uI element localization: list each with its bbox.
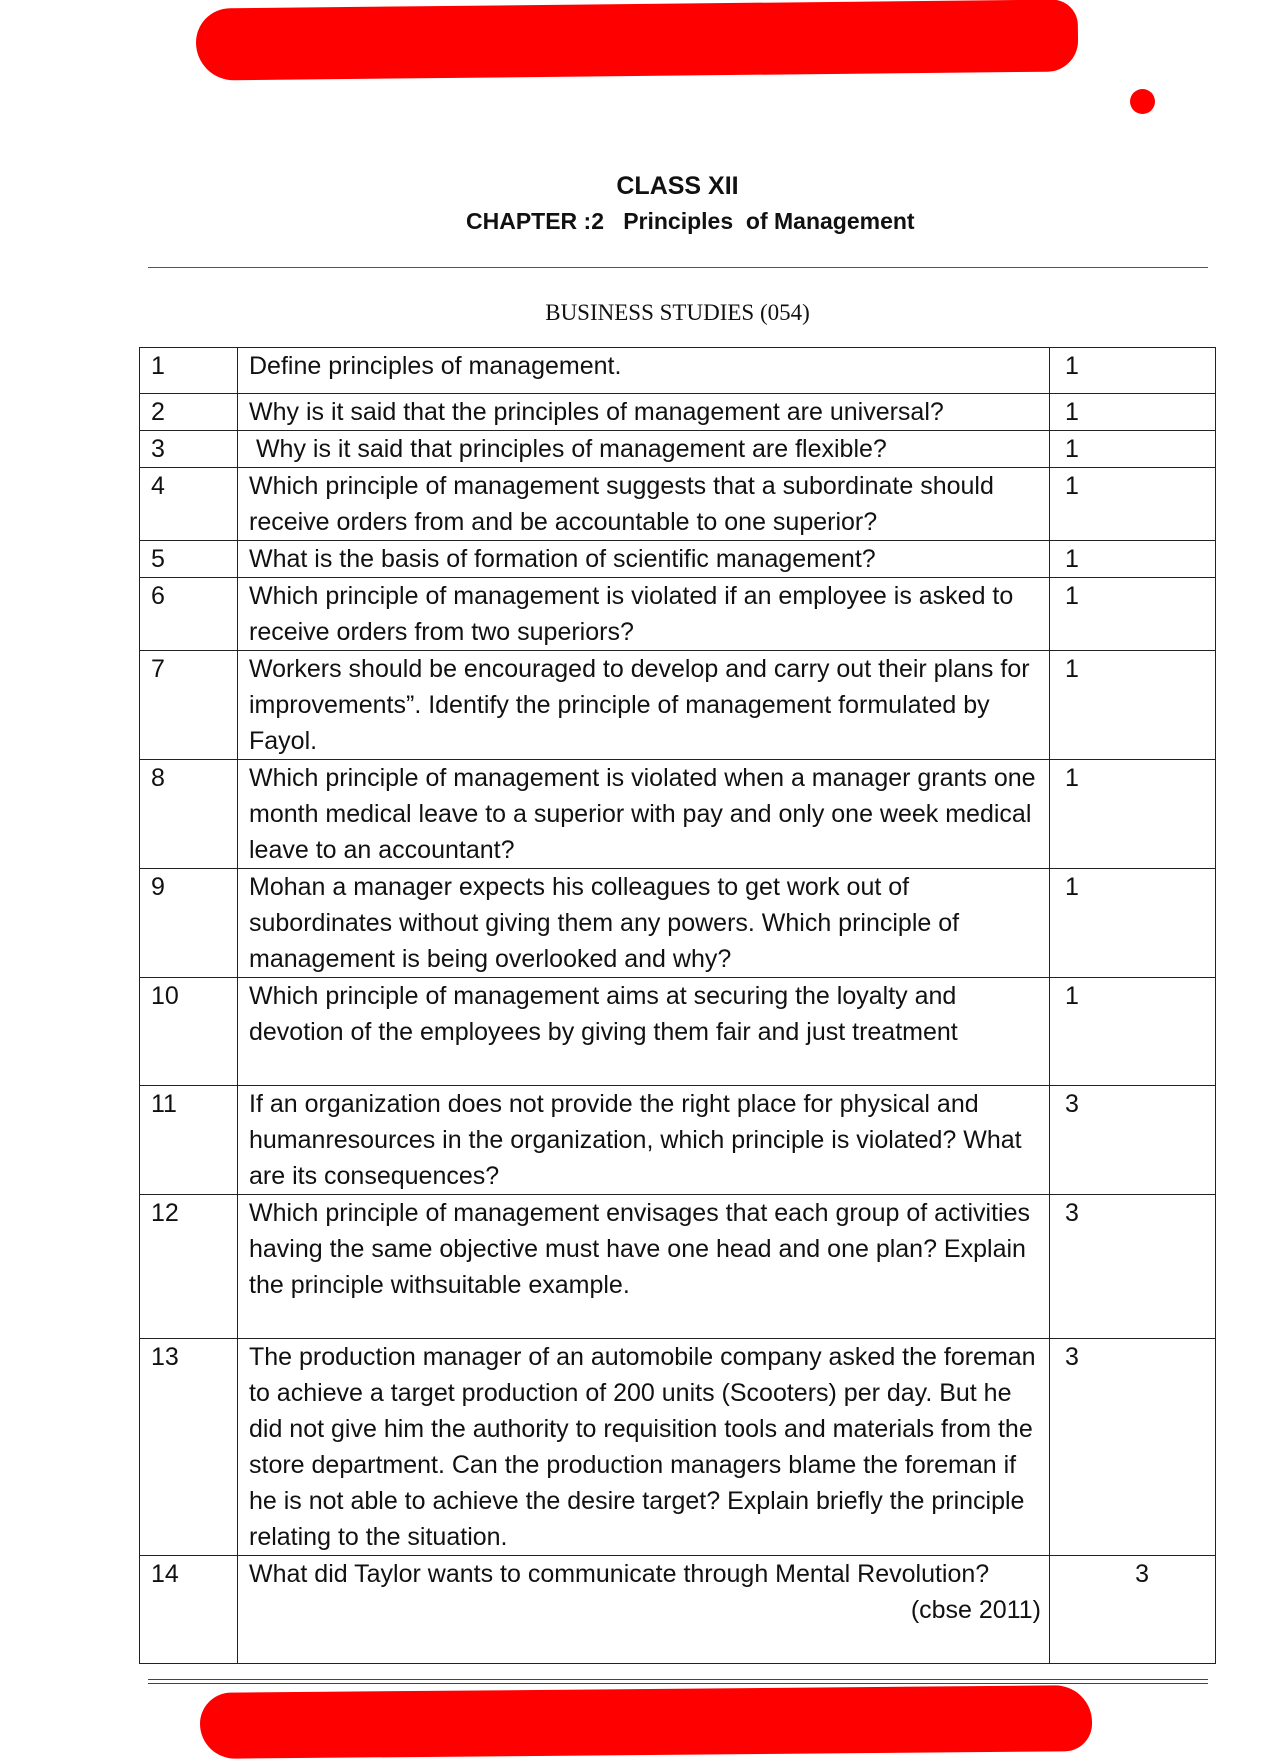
question-marks: 3 xyxy=(1050,1195,1216,1339)
question-number: 5 xyxy=(140,541,238,578)
question-text: What did Taylor wants to communicate through Mental Revolution? xyxy=(249,1560,990,1588)
header-rule xyxy=(148,267,1208,268)
table-row xyxy=(140,468,1216,541)
question-number: 14 xyxy=(140,1556,238,1664)
question-number: 3 xyxy=(140,431,238,468)
table-row xyxy=(140,1339,1216,1556)
table-row xyxy=(140,394,1216,431)
question-number: 12 xyxy=(140,1195,238,1339)
table-row xyxy=(140,348,1216,394)
question-number: 8 xyxy=(140,760,238,869)
question-text: Why is it said that principles of management are flexible? xyxy=(238,431,1050,468)
question-text: Workers should be encouraged to develop and carry out their plans for improvements”. Identify the principle of management formulated by Fayol. xyxy=(238,651,1050,760)
question-marks: 1 xyxy=(1050,431,1216,468)
question-number: 4 xyxy=(140,468,238,541)
table-row xyxy=(140,1086,1216,1195)
question-text: Define principles of management. xyxy=(238,348,1050,394)
table-row xyxy=(140,541,1216,578)
table-row xyxy=(140,760,1216,869)
question-number: 13 xyxy=(140,1339,238,1556)
question-text: The production manager of an automobile company asked the foreman to achieve a target production of 200 units (Scooters) per day. But he did not give him the authority to requisition tools and materials from the store department. Can the production managers blame the foreman if he is not able to achieve the desire target? Explain briefly the principle relating to the situation. xyxy=(238,1339,1050,1556)
redaction-mark-bottom xyxy=(200,1685,1093,1759)
question-text: Why is it said that the principles of management are universal? xyxy=(238,394,1050,431)
table-row xyxy=(140,431,1216,468)
table-row xyxy=(140,578,1216,651)
question-marks: 1 xyxy=(1050,578,1216,651)
footer-rule xyxy=(148,1679,1208,1684)
redaction-dot xyxy=(1130,89,1155,114)
question-marks: 1 xyxy=(1050,651,1216,760)
question-number: 6 xyxy=(140,578,238,651)
table-row xyxy=(140,1195,1216,1339)
question-source-note: (cbse 2011) xyxy=(910,1596,1041,1624)
question-text: If an organization does not provide the right place for physical and humanresources in the organization, which principle is violated? What are its consequences? xyxy=(238,1086,1050,1195)
question-marks: 1 xyxy=(1050,348,1216,394)
chapter-heading xyxy=(466,208,915,235)
question-text: Which principle of management aims at securing the loyalty and devotion of the employees by giving them fair and just treatment xyxy=(238,978,1050,1086)
question-text: Which principle of management is violated if an employee is asked to receive orders from two superiors? xyxy=(238,578,1050,651)
question-text: Which principle of management envisages that each group of activities having the same objective must have one head and one plan? Explain the principle withsuitable example. xyxy=(238,1195,1050,1339)
chapter-label: CHAPTER :2 xyxy=(466,208,605,234)
question-text: Which principle of management is violated when a manager grants one month medical leave to a superior with pay and only one week medical leave to an accountant? xyxy=(238,760,1050,869)
question-marks: 3 xyxy=(1050,1556,1216,1664)
question-number: 11 xyxy=(140,1086,238,1195)
question-marks: 3 xyxy=(1050,1086,1216,1195)
question-text: Which principle of management suggests that a subordinate should receive orders from and be accountable to one superior? xyxy=(238,468,1050,541)
question-marks: 1 xyxy=(1050,468,1216,541)
table-row xyxy=(140,869,1216,978)
question-marks: 1 xyxy=(1050,394,1216,431)
table-row xyxy=(140,1556,1216,1664)
question-text: Mohan a manager expects his colleagues to get work out of subordinates without giving them any powers. Which principle of management is being overlooked and why? xyxy=(238,869,1050,978)
question-marks: 1 xyxy=(1050,760,1216,869)
question-text-cell xyxy=(238,1556,1050,1664)
redaction-mark-top xyxy=(196,0,1079,81)
question-number: 10 xyxy=(140,978,238,1086)
chapter-name: Principles of Management xyxy=(623,208,915,234)
question-marks: 1 xyxy=(1050,541,1216,578)
redaction-mark-top-left xyxy=(200,18,320,78)
questions-table xyxy=(139,347,1216,1664)
table-row xyxy=(140,651,1216,760)
question-number: 7 xyxy=(140,651,238,760)
question-marks: 1 xyxy=(1050,869,1216,978)
question-number: 1 xyxy=(140,348,238,394)
subject-title: BUSINESS STUDIES (054) xyxy=(545,300,810,325)
class-title: CLASS XII xyxy=(616,172,739,200)
question-marks: 1 xyxy=(1050,978,1216,1086)
question-text: What is the basis of formation of scientific management? xyxy=(238,541,1050,578)
question-number: 2 xyxy=(140,394,238,431)
table-row xyxy=(140,978,1216,1086)
question-number: 9 xyxy=(140,869,238,978)
question-marks: 3 xyxy=(1050,1339,1216,1556)
